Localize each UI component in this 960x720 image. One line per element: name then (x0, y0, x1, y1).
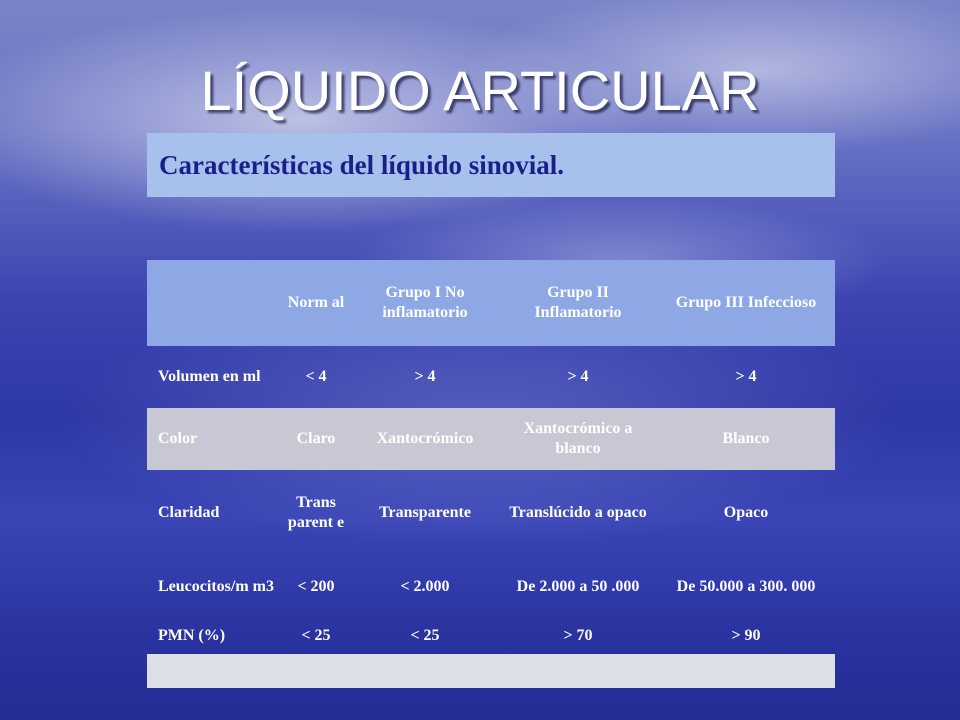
row-label: Claridad (158, 504, 220, 521)
row-label: Leucocitos/m m3 (158, 578, 274, 595)
slide-title: LÍQUIDO ARTICULAR (200, 59, 760, 122)
table-cell: De 2.000 a 50 .000 (516, 578, 640, 595)
table-row-pmn (147, 618, 835, 654)
table-cell: > 90 (731, 627, 761, 644)
header-cell-empty (147, 260, 281, 346)
table-cell: Claro (296, 430, 336, 447)
table-row-leukocytes (147, 556, 835, 618)
table-cell: > 4 (567, 368, 589, 385)
table-cell: < 200 (297, 578, 335, 595)
table-row-color (147, 408, 835, 470)
table-cell: < 2.000 (400, 578, 450, 595)
synovial-fluid-table (147, 260, 835, 688)
subtitle-box (147, 133, 835, 197)
row-label: Color (158, 430, 198, 447)
table-row-volume (147, 346, 835, 408)
empty-cell (147, 654, 835, 688)
table-cell: Xantocrómico (376, 430, 474, 447)
table-cell: Xantocrómico a blanco (523, 420, 633, 457)
header-cell-normal: Norm al (287, 294, 345, 311)
table-row-empty (147, 654, 835, 688)
table-cell: Translúcido a opaco (509, 504, 647, 521)
table-cell: > 70 (563, 627, 593, 644)
header-cell-group-2: Grupo II Inflamatorio (534, 284, 622, 321)
table-cell: De 50.000 a 300. 000 (676, 578, 816, 595)
slide-subtitle: Características del líquido sinovial. (159, 149, 564, 180)
header-cell-group-3: Grupo III Infeccioso (675, 294, 817, 311)
row-label: Volumen en ml (158, 368, 261, 385)
table-cell: Transparente (379, 504, 471, 521)
table-cell: > 4 (735, 368, 757, 385)
table-cell: Blanco (722, 430, 770, 447)
header-cell-group-1: Grupo I No inflamatorio (382, 284, 468, 321)
table-cell: < 25 (301, 627, 331, 644)
table-header-row (147, 260, 835, 346)
table-cell: Opaco (723, 504, 769, 521)
table-cell: > 4 (414, 368, 436, 385)
table-cell: < 4 (305, 368, 327, 385)
row-label: PMN (%) (158, 627, 226, 644)
table-cell: < 25 (410, 627, 440, 644)
table-cell: Trans parent e (287, 494, 345, 531)
table-row-clarity (147, 470, 835, 556)
